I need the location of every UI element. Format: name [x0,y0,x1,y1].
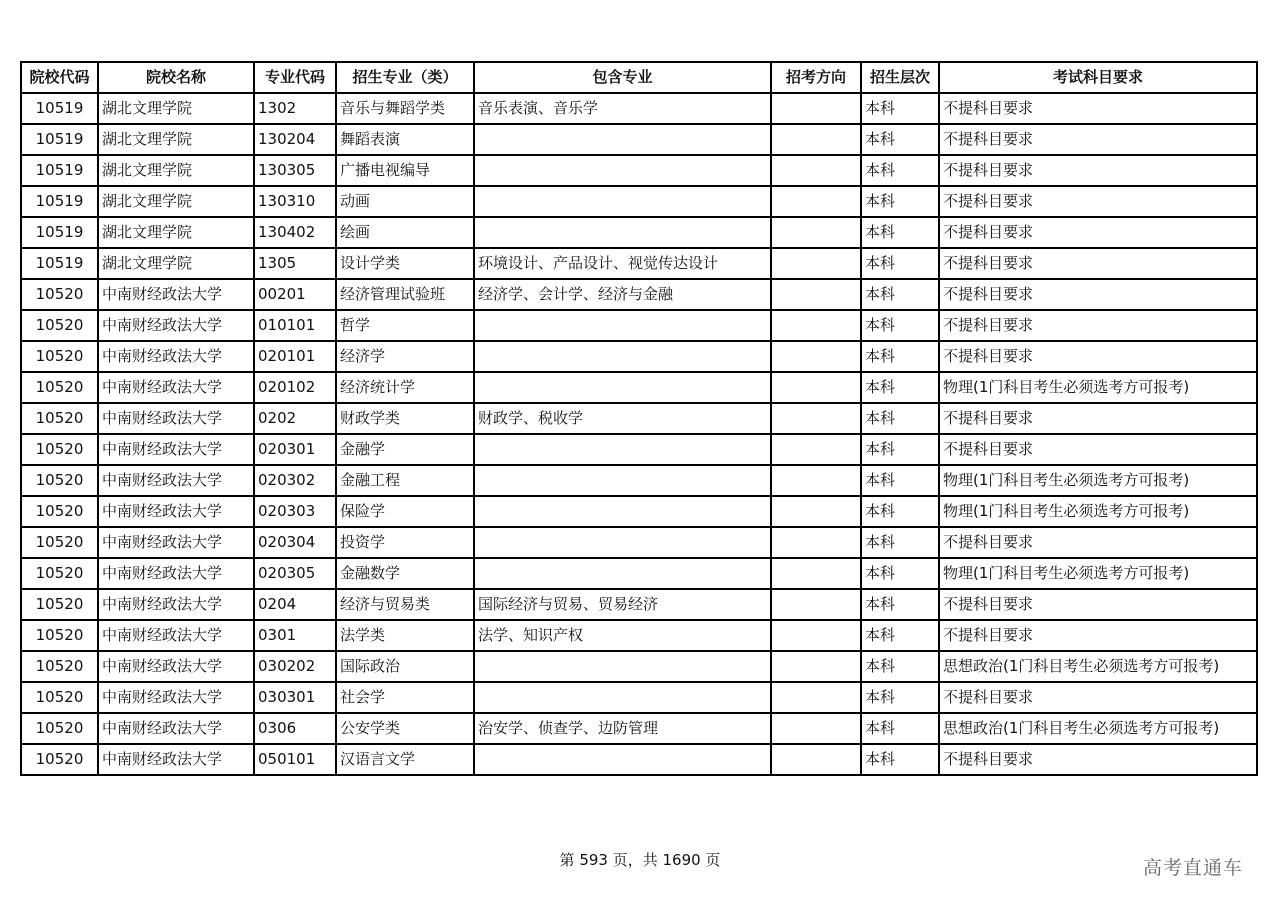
direction-cell [771,434,861,465]
header-level: 招生层次 [861,62,939,93]
header-subject-requirement: 考试科目要求 [939,62,1257,93]
included-majors-cell: 财政学、税收学 [474,403,771,434]
included-majors-cell: 国际经济与贸易、贸易经济 [474,589,771,620]
subject-requirement-cell: 不提科目要求 [939,589,1257,620]
direction-cell [771,744,861,775]
school-name-cell: 中南财经政法大学 [98,496,254,527]
major-code-cell: 130310 [254,186,336,217]
table-row [21,651,1257,682]
school-name-cell: 中南财经政法大学 [98,558,254,589]
level-cell: 本科 [861,217,939,248]
table-row [21,527,1257,558]
major-code-cell: 130204 [254,124,336,155]
subject-requirement-cell: 不提科目要求 [939,124,1257,155]
school-name-cell: 湖北文理学院 [98,155,254,186]
subject-requirement-cell: 不提科目要求 [939,279,1257,310]
major-code-cell: 130402 [254,217,336,248]
included-majors-cell [474,372,771,403]
table-row [21,558,1257,589]
major-cell: 财政学类 [336,403,474,434]
major-cell: 经济统计学 [336,372,474,403]
school-code-cell: 10520 [21,403,98,434]
subject-requirement-cell: 思想政治(1门科目考生必须选考方可报考) [939,713,1257,744]
school-name-cell: 中南财经政法大学 [98,372,254,403]
included-majors-cell [474,186,771,217]
direction-cell [771,620,861,651]
school-name-cell: 湖北文理学院 [98,186,254,217]
subject-requirement-cell: 不提科目要求 [939,186,1257,217]
included-majors-cell: 治安学、侦查学、边防管理 [474,713,771,744]
school-code-cell: 10520 [21,713,98,744]
major-cell: 金融工程 [336,465,474,496]
header-school-code: 院校代码 [21,62,98,93]
school-code-cell: 10520 [21,496,98,527]
major-cell: 国际政治 [336,651,474,682]
included-majors-cell [474,558,771,589]
direction-cell [771,124,861,155]
major-code-cell: 030202 [254,651,336,682]
school-name-cell: 中南财经政法大学 [98,651,254,682]
major-code-cell: 050101 [254,744,336,775]
school-name-cell: 中南财经政法大学 [98,403,254,434]
school-name-cell: 湖北文理学院 [98,93,254,124]
direction-cell [771,589,861,620]
major-cell: 投资学 [336,527,474,558]
table-row [21,434,1257,465]
included-majors-cell [474,744,771,775]
school-code-cell: 10520 [21,465,98,496]
direction-cell [771,496,861,527]
major-code-cell: 020301 [254,434,336,465]
included-majors-cell [474,217,771,248]
school-name-cell: 湖北文理学院 [98,217,254,248]
table-row [21,155,1257,186]
school-name-cell: 中南财经政法大学 [98,434,254,465]
header-school-name: 院校名称 [98,62,254,93]
included-majors-cell [474,465,771,496]
school-code-cell: 10520 [21,620,98,651]
school-name-cell: 中南财经政法大学 [98,682,254,713]
school-name-cell: 中南财经政法大学 [98,713,254,744]
subject-requirement-cell: 不提科目要求 [939,682,1257,713]
subject-requirement-cell: 物理(1门科目考生必须选考方可报考) [939,465,1257,496]
level-cell: 本科 [861,279,939,310]
school-name-cell: 中南财经政法大学 [98,279,254,310]
school-code-cell: 10520 [21,434,98,465]
direction-cell [771,682,861,713]
included-majors-cell [474,155,771,186]
direction-cell [771,651,861,682]
major-cell: 经济管理试验班 [336,279,474,310]
direction-cell [771,558,861,589]
school-code-cell: 10520 [21,527,98,558]
level-cell: 本科 [861,124,939,155]
major-code-cell: 1305 [254,248,336,279]
major-cell: 广播电视编导 [336,155,474,186]
major-cell: 公安学类 [336,713,474,744]
direction-cell [771,527,861,558]
school-code-cell: 10520 [21,651,98,682]
level-cell: 本科 [861,620,939,651]
included-majors-cell: 经济学、会计学、经济与金融 [474,279,771,310]
direction-cell [771,186,861,217]
table-row [21,217,1257,248]
table-row [21,93,1257,124]
subject-requirement-cell: 物理(1门科目考生必须选考方可报考) [939,372,1257,403]
table-row [21,124,1257,155]
school-code-cell: 10519 [21,155,98,186]
table-row [21,465,1257,496]
major-cell: 金融数学 [336,558,474,589]
school-code-cell: 10519 [21,124,98,155]
school-code-cell: 10520 [21,558,98,589]
included-majors-cell: 环境设计、产品设计、视觉传达设计 [474,248,771,279]
direction-cell [771,341,861,372]
major-code-cell: 020302 [254,465,336,496]
major-cell: 动画 [336,186,474,217]
subject-requirement-cell: 不提科目要求 [939,341,1257,372]
major-code-cell: 130305 [254,155,336,186]
major-code-cell: 00201 [254,279,336,310]
included-majors-cell [474,124,771,155]
major-code-cell: 010101 [254,310,336,341]
direction-cell [771,372,861,403]
level-cell: 本科 [861,651,939,682]
major-cell: 舞蹈表演 [336,124,474,155]
admission-table [20,61,1258,776]
school-code-cell: 10519 [21,248,98,279]
table-body [21,93,1257,775]
level-cell: 本科 [861,527,939,558]
school-name-cell: 中南财经政法大学 [98,527,254,558]
subject-requirement-cell: 不提科目要求 [939,93,1257,124]
level-cell: 本科 [861,465,939,496]
table-row [21,744,1257,775]
header-major: 招生专业（类） [336,62,474,93]
header-direction: 招考方向 [771,62,861,93]
subject-requirement-cell: 物理(1门科目考生必须选考方可报考) [939,496,1257,527]
school-code-cell: 10520 [21,589,98,620]
page-footer: 第 593 页，共 1690 页 [559,851,721,869]
level-cell: 本科 [861,93,939,124]
included-majors-cell [474,527,771,558]
school-code-cell: 10520 [21,744,98,775]
school-name-cell: 中南财经政法大学 [98,589,254,620]
major-code-cell: 1302 [254,93,336,124]
major-cell: 社会学 [336,682,474,713]
table-row [21,713,1257,744]
major-cell: 经济学 [336,341,474,372]
included-majors-cell [474,341,771,372]
direction-cell [771,155,861,186]
level-cell: 本科 [861,310,939,341]
major-cell: 哲学 [336,310,474,341]
school-code-cell: 10520 [21,279,98,310]
school-code-cell: 10519 [21,186,98,217]
header-included-majors: 包含专业 [474,62,771,93]
table-row [21,310,1257,341]
subject-requirement-cell: 不提科目要求 [939,155,1257,186]
major-code-cell: 020304 [254,527,336,558]
included-majors-cell: 法学、知识产权 [474,620,771,651]
major-cell: 绘画 [336,217,474,248]
subject-requirement-cell: 不提科目要求 [939,434,1257,465]
subject-requirement-cell: 不提科目要求 [939,217,1257,248]
table-row [21,248,1257,279]
school-name-cell: 中南财经政法大学 [98,465,254,496]
major-code-cell: 020305 [254,558,336,589]
major-cell: 经济与贸易类 [336,589,474,620]
school-name-cell: 湖北文理学院 [98,248,254,279]
level-cell: 本科 [861,403,939,434]
major-code-cell: 030301 [254,682,336,713]
direction-cell [771,713,861,744]
school-name-cell: 中南财经政法大学 [98,744,254,775]
direction-cell [771,248,861,279]
level-cell: 本科 [861,744,939,775]
school-code-cell: 10519 [21,217,98,248]
direction-cell [771,403,861,434]
table-row [21,589,1257,620]
included-majors-cell [474,434,771,465]
school-code-cell: 10520 [21,341,98,372]
direction-cell [771,310,861,341]
table-header-row [21,62,1257,93]
school-code-cell: 10520 [21,372,98,403]
major-cell: 音乐与舞蹈学类 [336,93,474,124]
level-cell: 本科 [861,434,939,465]
level-cell: 本科 [861,248,939,279]
school-code-cell: 10520 [21,310,98,341]
table-row [21,682,1257,713]
included-majors-cell [474,496,771,527]
major-code-cell: 020303 [254,496,336,527]
table-row [21,620,1257,651]
subject-requirement-cell: 思想政治(1门科目考生必须选考方可报考) [939,651,1257,682]
included-majors-cell [474,310,771,341]
level-cell: 本科 [861,341,939,372]
major-cell: 设计学类 [336,248,474,279]
level-cell: 本科 [861,589,939,620]
major-code-cell: 0306 [254,713,336,744]
level-cell: 本科 [861,155,939,186]
subject-requirement-cell: 不提科目要求 [939,744,1257,775]
table-row [21,279,1257,310]
level-cell: 本科 [861,558,939,589]
subject-requirement-cell: 物理(1门科目考生必须选考方可报考) [939,558,1257,589]
direction-cell [771,93,861,124]
table-row [21,372,1257,403]
major-code-cell: 0202 [254,403,336,434]
subject-requirement-cell: 不提科目要求 [939,310,1257,341]
major-code-cell: 0204 [254,589,336,620]
school-code-cell: 10520 [21,682,98,713]
direction-cell [771,279,861,310]
table-row [21,341,1257,372]
subject-requirement-cell: 不提科目要求 [939,248,1257,279]
level-cell: 本科 [861,496,939,527]
school-name-cell: 湖北文理学院 [98,124,254,155]
table-row [21,496,1257,527]
direction-cell [771,217,861,248]
major-code-cell: 020102 [254,372,336,403]
subject-requirement-cell: 不提科目要求 [939,527,1257,558]
level-cell: 本科 [861,713,939,744]
watermark: 高考直通车 [1143,857,1244,879]
level-cell: 本科 [861,372,939,403]
school-code-cell: 10519 [21,93,98,124]
subject-requirement-cell: 不提科目要求 [939,403,1257,434]
school-name-cell: 中南财经政法大学 [98,620,254,651]
major-cell: 保险学 [336,496,474,527]
table-row [21,186,1257,217]
header-major-code: 专业代码 [254,62,336,93]
table-row [21,403,1257,434]
school-name-cell: 中南财经政法大学 [98,341,254,372]
included-majors-cell [474,651,771,682]
level-cell: 本科 [861,186,939,217]
level-cell: 本科 [861,682,939,713]
subject-requirement-cell: 不提科目要求 [939,620,1257,651]
direction-cell [771,465,861,496]
included-majors-cell: 音乐表演、音乐学 [474,93,771,124]
major-cell: 金融学 [336,434,474,465]
included-majors-cell [474,682,771,713]
school-name-cell: 中南财经政法大学 [98,310,254,341]
major-cell: 汉语言文学 [336,744,474,775]
major-cell: 法学类 [336,620,474,651]
major-code-cell: 020101 [254,341,336,372]
major-code-cell: 0301 [254,620,336,651]
